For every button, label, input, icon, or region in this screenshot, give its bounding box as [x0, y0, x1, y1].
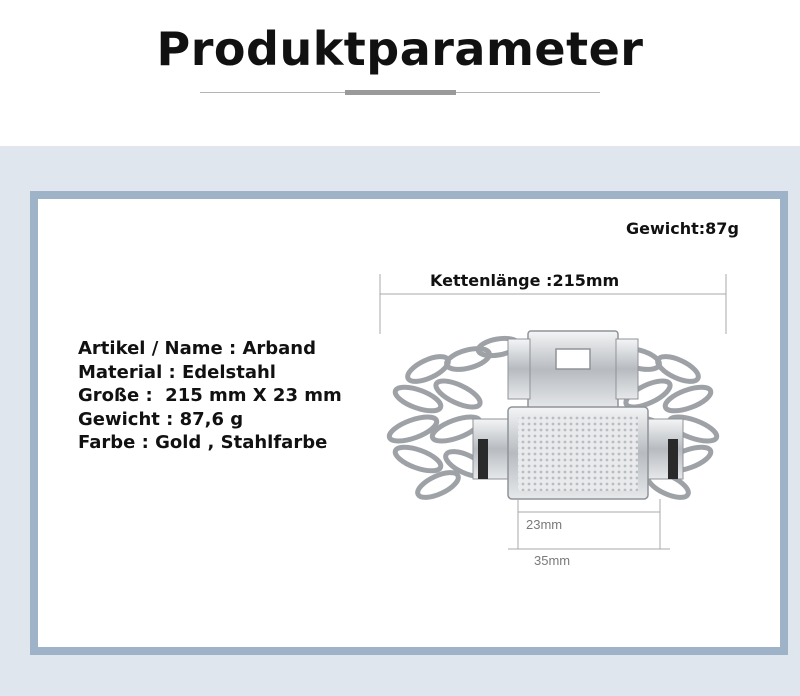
header	[0, 0, 800, 146]
bracelet-clasp	[508, 331, 638, 409]
spec-item-weight: Gewicht : 87,6 g	[78, 408, 244, 430]
spec-item-material: Material : Edelstahl	[78, 361, 276, 383]
width-23mm-label: 23mm	[526, 517, 563, 532]
title-divider-accent	[345, 90, 456, 95]
spec-list	[78, 337, 342, 455]
page-title: Produktparameter	[156, 22, 644, 76]
spec-item-color: Farbe : Gold , Stahlfarbe	[78, 432, 328, 453]
product-frame	[30, 191, 788, 655]
chain-length-dimension	[380, 274, 726, 334]
spec-item-size: Große : 215 mm X 23 mm	[78, 385, 342, 406]
weight-label: Gewicht:87g	[626, 219, 739, 238]
chain-length-label: Kettenlänge :215mm	[430, 271, 620, 290]
spec-item-name: Artikel / Name : Arband	[78, 338, 316, 359]
width-35mm-label: 35mm	[534, 553, 571, 568]
